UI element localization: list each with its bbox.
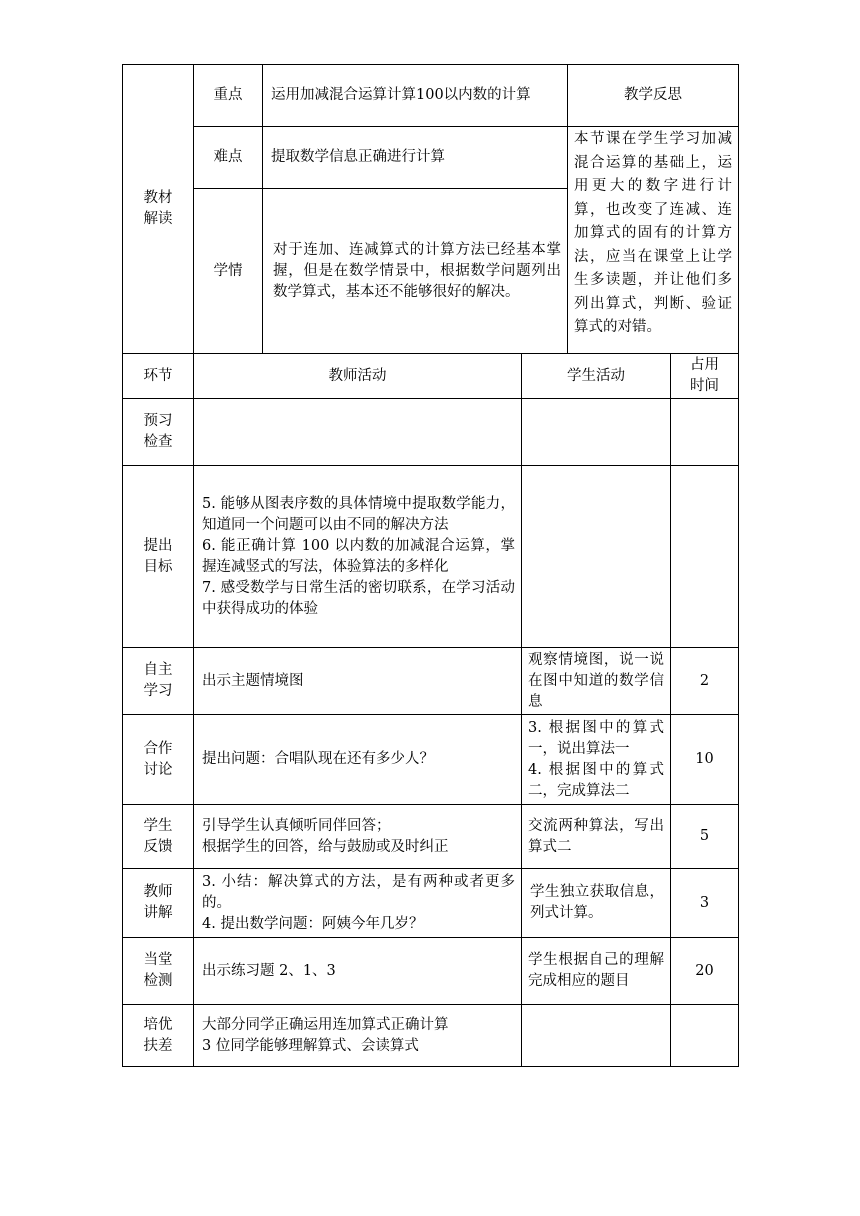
time-value: [671, 399, 739, 466]
stage-label: 当堂 检测: [123, 938, 194, 1005]
table-row: [123, 648, 739, 715]
header-row: [123, 354, 739, 399]
student-activity: 3. 根据图中的算式一，说出算法一 4. 根据图中的算式二，完成算法二: [522, 715, 671, 805]
row-label-key-point: 重点: [194, 65, 263, 127]
section-label-textbook-analysis: 教材 解读: [123, 65, 194, 354]
key-point-content: 运用加减混合运算计算100以内数的计算: [263, 65, 568, 127]
time-value: 5: [671, 805, 739, 869]
time-value: 3: [671, 869, 739, 938]
student-activity: [522, 1005, 671, 1067]
stage-label: 教师 讲解: [123, 869, 194, 938]
time-value: [671, 466, 739, 648]
table-row: [123, 938, 739, 1005]
time-value: 10: [671, 715, 739, 805]
stage-label: 自主 学习: [123, 648, 194, 715]
student-activity: [522, 399, 671, 466]
table-row: [123, 869, 739, 938]
lesson-process-table: [122, 353, 739, 1067]
stage-label: 学生 反馈: [123, 805, 194, 869]
teacher-activity: 大部分同学正确运用连加算式正确计算 3 位同学能够理解算式、会读算式: [194, 1005, 522, 1067]
time-value: 2: [671, 648, 739, 715]
teacher-activity: 引导学生认真倾听同伴回答； 根据学生的回答，给与鼓励或及时纠正: [194, 805, 522, 869]
teacher-activity: [194, 399, 522, 466]
row-label-difficulty: 难点: [194, 127, 263, 189]
teacher-activity: 出示练习题 2、1、3: [194, 938, 522, 1005]
student-activity: [522, 466, 671, 648]
teacher-activity: 3. 小结：解决算式的方法，是有两种或者更多的。 4. 提出数学问题：阿姨今年几岁？: [194, 869, 522, 938]
student-situation-content: 对于连加、连减算式的计算方法已经基本掌握，但是在数学情景中，根据数学问题列出数学算式，基本还不能够很好的解决。: [263, 189, 568, 354]
teacher-activity: 5. 能够从图表序数的具体情境中提取数学能力，知道同一个问题可以由不同的解决方法 6. 能正确计算 100 以内数的加减混合运算，掌握连减竖式的写法，体验算法的多样化 7. 感受数学与日常生活的密切联系，在学习活动中获得成功的体验: [194, 466, 522, 648]
student-activity: 学生独立获取信息，列式计算。: [522, 869, 671, 938]
table-row: [123, 715, 739, 805]
table-row: [123, 399, 739, 466]
textbook-analysis-table: [122, 64, 739, 354]
table-row: [123, 1005, 739, 1067]
header-time: 占用 时间: [671, 354, 739, 399]
header-teacher-activity: 教师活动: [194, 354, 522, 399]
teacher-activity: 出示主题情境图: [194, 648, 522, 715]
student-activity: 交流两种算法，写出算式二: [522, 805, 671, 869]
stage-label: 提出 目标: [123, 466, 194, 648]
reflection-text: 本节课在学生学习加减混合运算的基础上，运用更大的数字进行计算，也改变了连减、连加算式的固有的计算方法，应当在课堂上让学生多读题，并让他们多列出算式，判断、验证算式的对错。: [568, 127, 739, 354]
header-stage: 环节: [123, 354, 194, 399]
time-value: 20: [671, 938, 739, 1005]
row-label-student-situation: 学情: [194, 189, 263, 354]
table-row: [123, 805, 739, 869]
stage-label: 合作 讨论: [123, 715, 194, 805]
difficulty-content: 提取数学信息正确进行计算: [263, 127, 568, 189]
stage-label: 预习 检查: [123, 399, 194, 466]
header-student-activity: 学生活动: [522, 354, 671, 399]
stage-label: 培优 扶差: [123, 1005, 194, 1067]
table-row: [123, 466, 739, 648]
student-activity: 观察情境图，说一说在图中知道的数学信息: [522, 648, 671, 715]
time-value: [671, 1005, 739, 1067]
teacher-activity: 提出问题：合唱队现在还有多少人？: [194, 715, 522, 805]
student-activity: 学生根据自己的理解完成相应的题目: [522, 938, 671, 1005]
reflection-header: 教学反思: [568, 65, 739, 127]
